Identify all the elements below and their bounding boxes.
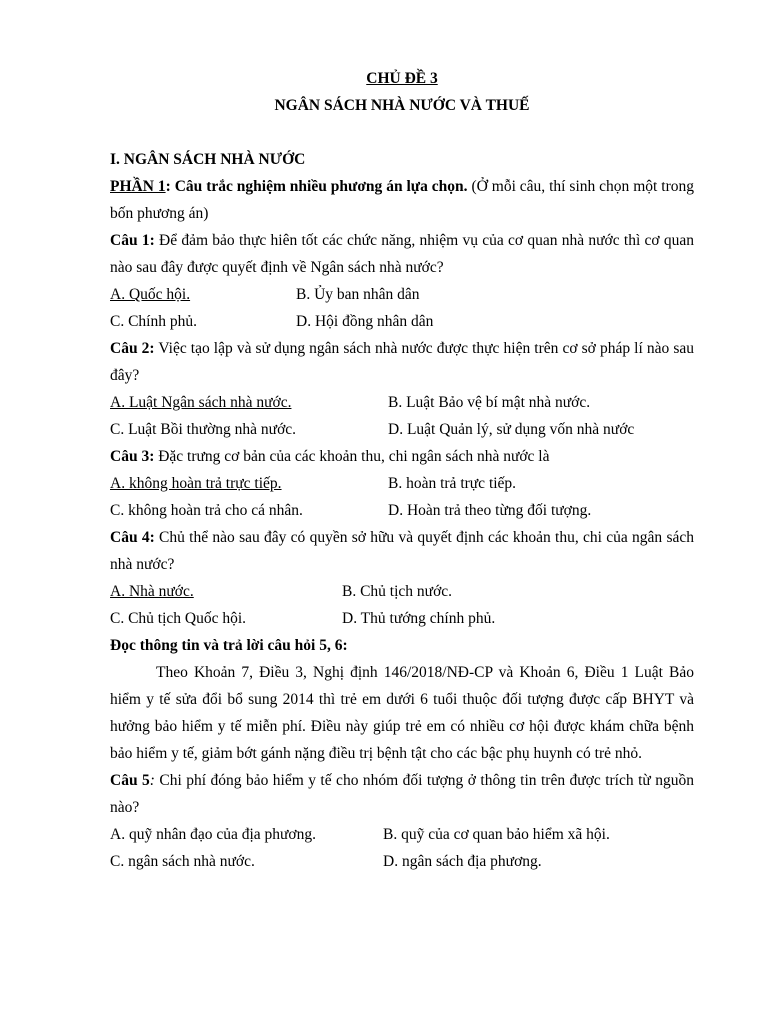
question-1-options-row-2 [110, 308, 694, 335]
question-3-option-c: C. không hoàn trả cho cá nhân. [110, 502, 303, 519]
question-4 [110, 524, 694, 578]
question-1-label: Câu 1: [110, 232, 155, 249]
question-5-option-d: D. ngân sách địa phương. [383, 853, 542, 870]
question-5 [110, 767, 694, 821]
part1-note: (Ở mỗi câu, thí sinh chọn một trong bốn phương án) [110, 178, 694, 222]
part1-label: PHẦN 1 [110, 178, 166, 195]
question-4-option-d: D. Thủ tướng chính phủ. [342, 610, 496, 627]
question-5-text: Chi phí đóng bảo hiểm y tế cho nhóm đối tượng ở thông tin trên được trích từ nguồn nào? [110, 772, 694, 816]
question-3-options-row-1 [110, 470, 694, 497]
question-2-option-d: D. Luật Quản lý, sử dụng vốn nhà nước [388, 421, 635, 438]
question-1-text: Để đảm bảo thực hiên tốt các chức năng, nhiệm vụ của cơ quan nhà nước thì cơ quan nào sau đây được quyết định về Ngân sách nhà nước? [110, 232, 694, 276]
question-4-text: Chủ thể nào sau đây có quyền sở hữu và quyết định các khoản thu, chi của ngân sách nhà nước? [110, 529, 694, 573]
question-1-option-d: D. Hội đồng nhân dân [296, 313, 434, 330]
document-title: NGÂN SÁCH NHÀ NƯỚC VÀ THUẾ [274, 97, 530, 114]
question-3-text: Đặc trưng cơ bản của các khoản thu, chi ngân sách nhà nước là [154, 448, 550, 465]
question-2-option-c: C. Luật Bồi thường nhà nước. [110, 421, 297, 438]
question-3 [110, 443, 694, 470]
question-4-options-row-1 [110, 578, 694, 605]
question-4-option-b: B. Chủ tịch nước. [342, 583, 453, 600]
question-5-label: Câu 5 [110, 772, 150, 789]
question-5-option-a: A. quỹ nhân đạo của địa phương. [110, 826, 316, 843]
question-5-options-row-1 [110, 821, 694, 848]
question-3-option-a: A. không hoàn trả trực tiếp. [110, 475, 282, 492]
question-1-option-c: C. Chính phủ. [110, 313, 197, 330]
question-3-label: Câu 3: [110, 448, 155, 465]
question-1-options-row-1 [110, 281, 694, 308]
question-2-options-row-2 [110, 416, 694, 443]
question-5-option-b: B. quỹ của cơ quan bảo hiểm xã hội. [383, 826, 610, 843]
question-5-colon: : [149, 772, 155, 789]
question-2-option-a: A. Luật Ngân sách nhà nước. [110, 394, 292, 411]
reading-passage: Theo Khoản 7, Điều 3, Nghị định 146/2018/NĐ-CP và Khoản 6, Điều 1 Luật Bảo hiểm y tế sửa đổi bổ sung 2014 thì trẻ em dưới 6 tuổi thuộc đối tượng được cấp BHYT và hưởng bảo hiểm y tế miễn phí. Điều này giúp trẻ em có nhiều cơ hội được khám chữa bệnh bảo hiểm y tế, giảm bớt gánh nặng điều trị bệnh tật cho các bậc phụ huynh có trẻ nhỏ. [110, 664, 694, 762]
question-1 [110, 227, 694, 281]
question-1-option-b: B. Ủy ban nhân dân [296, 286, 420, 303]
question-5-option-c: C. ngân sách nhà nước. [110, 853, 255, 870]
section-heading: I. NGÂN SÁCH NHÀ NƯỚC [110, 151, 306, 168]
question-3-option-d: D. Hoàn trả theo từng đối tượng. [388, 502, 592, 519]
document-content [110, 64, 694, 875]
question-4-label: Câu 4: [110, 529, 155, 546]
part1-bold-text: Câu trắc nghiệm nhiều phương án lựa chọn. [170, 178, 468, 195]
question-2-options-row-1 [110, 389, 694, 416]
question-4-option-a: A. Nhà nước. [110, 583, 194, 600]
question-3-options-row-2 [110, 497, 694, 524]
question-1-option-a: A. Quốc hội. [110, 286, 191, 303]
topic-title: CHỦ ĐỀ 3 [366, 70, 438, 87]
part1-instruction [110, 173, 694, 227]
question-5-options-row-2 [110, 848, 694, 875]
question-2-label: Câu 2: [110, 340, 155, 357]
part1-colon: : [165, 178, 171, 195]
reading-heading: Đọc thông tin và trả lời câu hỏi 5, 6: [110, 637, 348, 654]
question-2-option-b: B. Luật Bảo vệ bí mật nhà nước. [388, 394, 591, 411]
question-2 [110, 335, 694, 389]
question-3-option-b: B. hoàn trả trực tiếp. [388, 475, 517, 492]
question-4-options-row-2 [110, 605, 694, 632]
question-2-text: Việc tạo lập và sử dụng ngân sách nhà nước được thực hiện trên cơ sở pháp lí nào sau đây? [110, 340, 694, 384]
question-4-option-c: C. Chủ tịch Quốc hội. [110, 610, 247, 627]
